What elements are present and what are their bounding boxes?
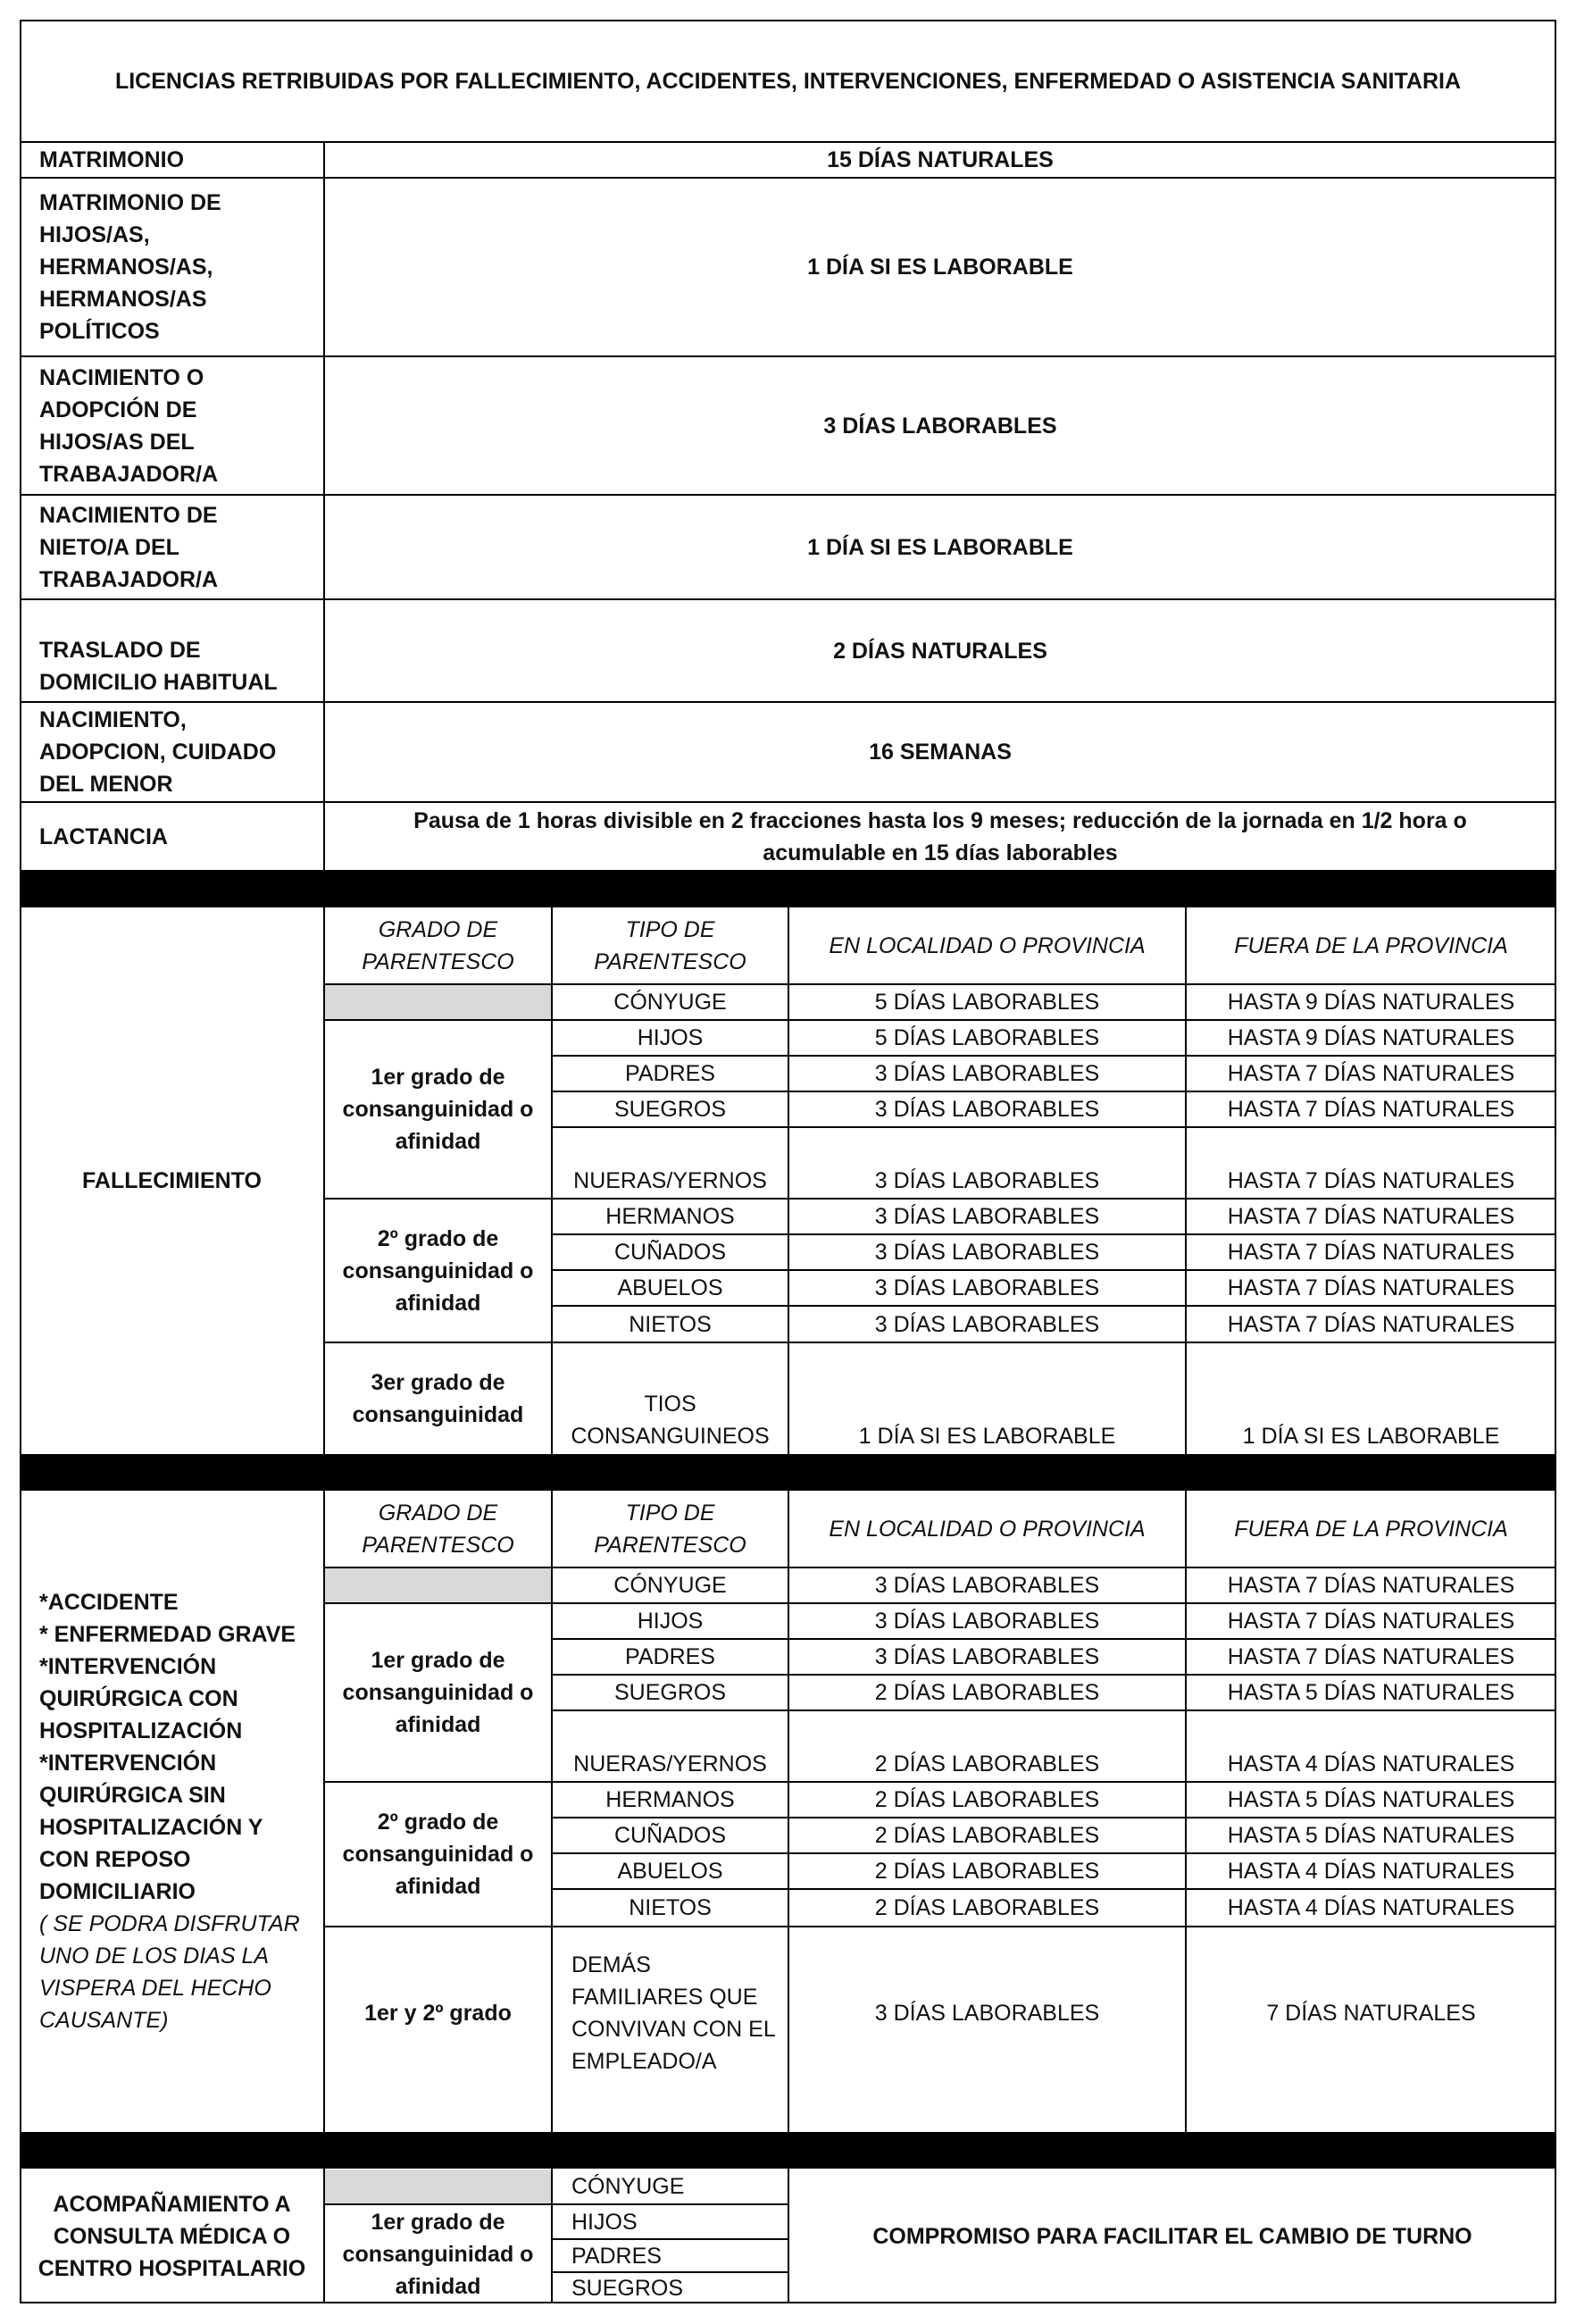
- fal-cell-r2-c1: 3 DÍAS LABORABLES: [874, 1061, 1100, 1086]
- row-value-lactancia: Pausa de 1 horas divisible en 2 fracciones hasta los 9 meses; reducción de la jornada en 1/2 hora o acumulable en 15 días laborables: [413, 807, 1467, 865]
- shaded-cell-acomp: [325, 2169, 551, 2203]
- acc-cell-r0-c0: CÓNYUGE: [613, 1573, 727, 1598]
- row-value-traslado: 2 DÍAS NATURALES: [833, 638, 1047, 664]
- fal-cell-r7-c2: HASTA 7 DÍAS NATURALES: [1227, 1275, 1515, 1300]
- acc-cell-r3-c2: HASTA 5 DÍAS NATURALES: [1227, 1680, 1515, 1705]
- acc-cell-r4-c2: HASTA 4 DÍAS NATURALES: [1227, 1751, 1515, 1776]
- separator-band-1: [20, 871, 1556, 907]
- group-1er-grado: 1er grado de consanguinidad o afinidad: [342, 1065, 534, 1154]
- fal-cell-r0-c2: HASTA 9 DÍAS NATURALES: [1227, 990, 1515, 1015]
- group-2o-grado: 2º grado de consanguinidad o afinidad: [342, 1225, 534, 1316]
- acc-cell-r3-c1: 2 DÍAS LABORABLES: [874, 1680, 1100, 1705]
- fal-cell-r6-c1: 3 DÍAS LABORABLES: [874, 1240, 1100, 1265]
- separator-band-3: [20, 2132, 1556, 2169]
- row-label-matrimonio: MATRIMONIO: [39, 147, 185, 172]
- acc-group-1er-grado: 1er grado de consanguinidad o afinidad: [342, 1648, 534, 1737]
- header-fuera-provincia: FUERA DE LA PROVINCIA: [1234, 933, 1508, 958]
- acc-cell-r3-c0: SUEGROS: [613, 1680, 727, 1705]
- acc-cell-r0-c2: HASTA 7 DÍAS NATURALES: [1227, 1573, 1515, 1598]
- header-en-localidad: EN LOCALIDAD O PROVINCIA: [829, 933, 1146, 958]
- acc-cell-r1-c1: 3 DÍAS LABORABLES: [874, 1609, 1100, 1634]
- header-tipo-parentesco: TIPO DE PARENTESCO: [594, 917, 746, 974]
- fal-cell-r3-c1: 3 DÍAS LABORABLES: [874, 1097, 1100, 1122]
- row-label-nacimiento-hijos: NACIMIENTO O ADOPCIÓN DE HIJOS/AS DEL TRABAJADOR/A: [39, 364, 218, 487]
- fal-cell-r8-c0: NIETOS: [629, 1311, 712, 1337]
- fal-cell-r0-c0: CÓNYUGE: [613, 990, 727, 1015]
- acc-cell-r4-c1: 2 DÍAS LABORABLES: [874, 1751, 1100, 1776]
- shaded-cell-fal: [325, 985, 551, 1019]
- fal-cell-r8-c2: HASTA 7 DÍAS NATURALES: [1227, 1311, 1515, 1337]
- acc-cell-r6-c1: 2 DÍAS LABORABLES: [874, 1823, 1100, 1848]
- fal-cell-r5-c0: HERMANOS: [605, 1204, 735, 1229]
- header-grado-parentesco: GRADO DE PARENTESCO: [362, 917, 514, 974]
- fal-cell-r2-c2: HASTA 7 DÍAS NATURALES: [1227, 1061, 1515, 1086]
- acc-cell-r5-c1: 2 DÍAS LABORABLES: [874, 1787, 1100, 1812]
- acc-cell-r2-c0: PADRES: [625, 1644, 715, 1669]
- row-value-cuidado-menor: 16 SEMANAS: [869, 740, 1012, 765]
- row-label-nacimiento-nieto: NACIMIENTO DE NIETO/A DEL TRABAJADOR/A: [39, 502, 218, 592]
- fal-cell-r2-c0: PADRES: [625, 1061, 715, 1086]
- acc-cell-r1-c0: HIJOS: [637, 1609, 704, 1634]
- fal-cell-r0-c1: 5 DÍAS LABORABLES: [874, 990, 1100, 1015]
- row-value-nacimiento-nieto: 1 DÍA SI ES LABORABLE: [807, 534, 1073, 560]
- section-label-accidente: [20, 1491, 324, 2132]
- fal-cell-r4-c2: HASTA 7 DÍAS NATURALES: [1227, 1168, 1515, 1193]
- section-label-acompanamiento: ACOMPAÑAMIENTO A CONSULTA MÉDICA O CENTRO HOSPITALARIO: [38, 2191, 306, 2281]
- acc-cell-r7-c0: ABUELOS: [617, 1859, 723, 1884]
- row-label-matrimonio-hijos: MATRIMONIO DE HIJOS/AS, HERMANOS/AS, HERMANOS/AS POLÍTICOS: [39, 190, 221, 344]
- header-tipo-parentesco-2: TIPO DE PARENTESCO: [594, 1501, 746, 1558]
- fal-cell-r6-c0: CUÑADOS: [613, 1240, 726, 1265]
- row-label-traslado: TRASLADO DE DOMICILIO HABITUAL: [39, 638, 278, 695]
- acomp-type-hijos: HIJOS: [571, 2209, 638, 2235]
- header-en-localidad-2: EN LOCALIDAD O PROVINCIA: [829, 1517, 1146, 1542]
- acc-cell-r2-c1: 3 DÍAS LABORABLES: [874, 1644, 1100, 1669]
- header-fuera-provincia-2: FUERA DE LA PROVINCIA: [1234, 1517, 1508, 1542]
- fal-cell-r3-c2: HASTA 7 DÍAS NATURALES: [1227, 1097, 1515, 1122]
- fal-cell-r7-c1: 3 DÍAS LABORABLES: [874, 1275, 1100, 1300]
- acc-cell-r9-c2: 7 DÍAS NATURALES: [1266, 2000, 1476, 2026]
- leave-table: [20, 20, 1556, 2303]
- fal-cell-r6-c2: HASTA 7 DÍAS NATURALES: [1227, 1240, 1515, 1265]
- group-3er-grado: 3er grado de consanguinidad: [352, 1369, 524, 1427]
- acomp-group-1er-grado: 1er grado de consanguinidad o afinidad: [342, 2209, 534, 2299]
- acc-cell-r0-c1: 3 DÍAS LABORABLES: [874, 1573, 1100, 1598]
- acc-group-2o-grado: 2º grado de consanguinidad o afinidad: [342, 1810, 534, 1899]
- header-grado-parentesco-2: GRADO DE PARENTESCO: [362, 1501, 514, 1558]
- fal-cell-r4-c0: NUERAS/YERNOS: [573, 1168, 767, 1193]
- acc-cell-r7-c2: HASTA 4 DÍAS NATURALES: [1227, 1859, 1515, 1884]
- fal-cell-r4-c1: 3 DÍAS LABORABLES: [874, 1168, 1100, 1193]
- acc-cell-r5-c2: HASTA 5 DÍAS NATURALES: [1227, 1787, 1515, 1812]
- acc-group-1er-2o-grado: 1er y 2º grado: [364, 2000, 512, 2026]
- separator-band-2: [20, 1454, 1556, 1491]
- accidente-causes: *ACCIDENTE * ENFERMEDAD GRAVE *INTERVENCIÓN QUIRÚRGICA CON HOSPITALIZACIÓN *INTERVENCIÓN QUIRÚRGICA SIN HOSPITALIZACIÓN Y CON REPOSO DOMICILIARIO: [39, 1590, 296, 1904]
- acomp-type-conyuge: CÓNYUGE: [571, 2174, 685, 2199]
- row-label-cuidado-menor: NACIMIENTO, ADOPCION, CUIDADO DEL MENOR: [39, 707, 277, 797]
- acomp-type-suegros: SUEGROS: [571, 2275, 684, 2301]
- row-value-matrimonio-hijos: 1 DÍA SI ES LABORABLE: [807, 255, 1073, 280]
- fal-cell-r5-c1: 3 DÍAS LABORABLES: [874, 1204, 1100, 1229]
- acc-cell-r2-c2: HASTA 7 DÍAS NATURALES: [1227, 1644, 1515, 1669]
- acc-cell-r8-c0: NIETOS: [629, 1895, 712, 1920]
- fal-cell-r7-c0: ABUELOS: [617, 1275, 723, 1300]
- fal-cell-r9-c0: TIOS CONSANGUINEOS: [571, 1392, 770, 1449]
- acc-cell-r8-c1: 2 DÍAS LABORABLES: [874, 1895, 1100, 1920]
- acc-cell-r9-c1: 3 DÍAS LABORABLES: [874, 2000, 1100, 2026]
- row-value-nacimiento-hijos: 3 DÍAS LABORABLES: [823, 413, 1057, 439]
- acc-cell-r4-c0: NUERAS/YERNOS: [573, 1751, 767, 1776]
- fal-cell-r1-c0: HIJOS: [637, 1025, 704, 1050]
- fal-cell-r9-c1: 1 DÍA SI ES LABORABLE: [858, 1424, 1116, 1449]
- section-label-fallecimiento: FALLECIMIENTO: [82, 1168, 262, 1193]
- acc-cell-r6-c2: HASTA 5 DÍAS NATURALES: [1227, 1823, 1515, 1848]
- acc-cell-r9-c0: DEMÁS FAMILIARES QUE CONVIVAN CON EL EMPLEADO/A: [571, 1952, 775, 2074]
- fal-cell-r9-c2: 1 DÍA SI ES LABORABLE: [1242, 1424, 1500, 1449]
- acc-cell-r8-c2: HASTA 4 DÍAS NATURALES: [1227, 1895, 1515, 1920]
- acomp-type-padres: PADRES: [571, 2243, 662, 2269]
- acc-cell-r1-c2: HASTA 7 DÍAS NATURALES: [1227, 1609, 1515, 1634]
- fal-cell-r8-c1: 3 DÍAS LABORABLES: [874, 1311, 1100, 1337]
- row-value-matrimonio: 15 DÍAS NATURALES: [827, 147, 1054, 172]
- fal-cell-r3-c0: SUEGROS: [613, 1097, 727, 1122]
- accidente-note: ( SE PODRA DISFRUTAR UNO DE LOS DIAS LA VISPERA DEL HECHO CAUSANTE): [39, 1911, 300, 2033]
- row-label-lactancia: LACTANCIA: [39, 823, 168, 849]
- fal-cell-r1-c1: 5 DÍAS LABORABLES: [874, 1025, 1100, 1050]
- shaded-cell-acc: [325, 1568, 551, 1602]
- acomp-value: COMPROMISO PARA FACILITAR EL CAMBIO DE TURNO: [872, 2223, 1472, 2249]
- fal-cell-r1-c2: HASTA 9 DÍAS NATURALES: [1227, 1025, 1515, 1050]
- acc-cell-r5-c0: HERMANOS: [605, 1787, 735, 1812]
- table-title: LICENCIAS RETRIBUIDAS POR FALLECIMIENTO, ACCIDENTES, INTERVENCIONES, ENFERMEDAD O ASISTENCIA SANITARIA: [114, 68, 1462, 94]
- fal-cell-r5-c2: HASTA 7 DÍAS NATURALES: [1227, 1204, 1515, 1229]
- acc-cell-r7-c1: 2 DÍAS LABORABLES: [874, 1859, 1100, 1884]
- acc-cell-r6-c0: CUÑADOS: [613, 1823, 726, 1848]
